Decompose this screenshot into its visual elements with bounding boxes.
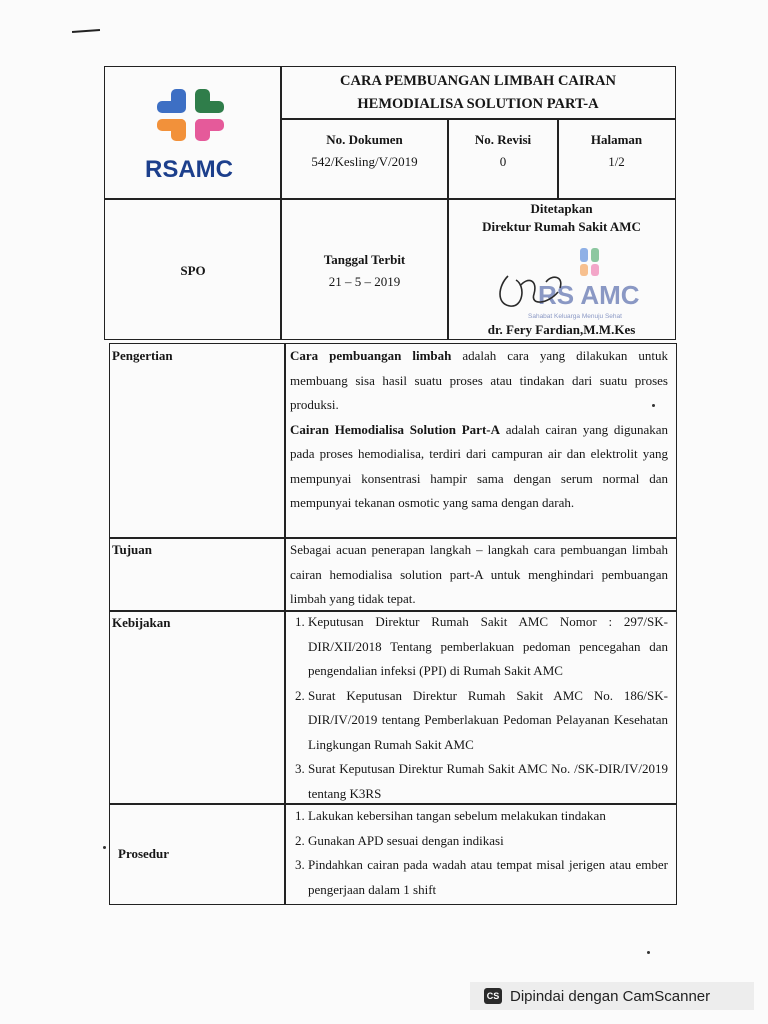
no-revisi-label: No. Revisi <box>474 132 532 147</box>
prosedur-item: 2. Gunakan APD sesuai dengan indikasi <box>308 829 668 854</box>
halaman-value: 1/2 <box>608 154 625 169</box>
scan-speck <box>652 404 655 407</box>
tujuan-text: Sebagai acuan penerapan langkah – langkah cara pembuangan limbah cairan hemodialisa solution part-A untuk menghindari pembuangan limbah yang tidak tepat. <box>290 542 668 606</box>
scan-mark <box>72 29 100 33</box>
camscanner-icon: CS <box>484 988 502 1004</box>
pengertian-content <box>290 344 668 516</box>
no-dokumen-value: 542/Kesling/V/2019 <box>311 154 418 169</box>
prosedur-label: Prosedur <box>118 846 170 861</box>
pengertian-text-2: adalah cairan yang digunakan pada proses hemodialisa, terdiri dari campuran air dan elektrolit yang mempunyai konsentrasi hampir sama dengan serum normal dan mempunyai tekanan osmotic yang sama dengan darah. <box>290 421 668 510</box>
spo-body-table <box>109 343 677 905</box>
ditetapkan-cell <box>448 200 675 341</box>
title-line-2: HEMODIALISA SOLUTION PART-A <box>357 96 599 112</box>
scan-speck <box>647 951 650 954</box>
kebijakan-label: Kebijakan <box>112 615 171 630</box>
tujuan-content <box>290 538 668 612</box>
scan-speck <box>103 846 106 849</box>
ditetapkan-by: Direktur Rumah Sakit AMC <box>482 219 641 234</box>
halaman-cell <box>558 129 675 173</box>
pengertian-label: Pengertian <box>112 348 173 363</box>
camscanner-watermark <box>470 982 754 1010</box>
ditetapkan-label: Ditetapkan <box>530 201 593 216</box>
kebijakan-item: 2. Surat Keputusan Direktur Rumah Sakit AMC No. 186/SK-DIR/IV/2019 tentang Pemberlakuan Pedoman Pelayanan Kesehatan Lingkungan Rumah Sakit AMC <box>308 684 668 758</box>
stamp-text: RS AMC <box>538 280 640 310</box>
camscanner-text: Dipindai dengan CamScanner <box>510 987 711 1005</box>
logo-text: RSAMC <box>145 156 233 183</box>
hospital-logo <box>105 67 281 200</box>
tanggal-label: Tanggal Terbit <box>323 251 406 267</box>
prosedur-content <box>290 804 668 902</box>
pengertian-text-1: adalah cara yang dilakukan untuk membuang sisa hasil suatu proses atau tindakan dari suatu proses produksi. <box>290 348 668 412</box>
no-dokumen-label: No. Dokumen <box>326 132 403 147</box>
kebijakan-item: 1. Keputusan Direktur Rumah Sakit AMC Nomor : 297/SK-DIR/XII/2018 Tentang pemberlakuan pedoman pencegahan dan pengendalian infeksi (PPI) di Rumah Sakit AMC <box>308 610 668 684</box>
signatory-name: dr. Fery Fardian,M.M.Kes <box>487 322 636 337</box>
title-line-1: CARA PEMBUANGAN LIMBAH CAIRAN <box>340 73 616 89</box>
document-title <box>281 67 675 119</box>
halaman-label: Halaman <box>590 132 643 147</box>
stamp-tagline: Sahabat Keluarga Menuju Sehat <box>528 313 622 320</box>
signature-stamp <box>468 246 668 324</box>
divider <box>284 344 286 904</box>
pengertian-term-1: Cara pembuangan limbah <box>290 348 452 363</box>
document-header-table <box>104 66 676 340</box>
tanggal-value: 21 – 5 – 2019 <box>328 273 401 289</box>
pengertian-term-2: Cairan Hemodialisa Solution Part-A <box>290 421 500 437</box>
tujuan-label: Tujuan <box>112 542 152 557</box>
prosedur-item: 1. Lakukan kebersihan tangan sebelum melakukan tindakan <box>308 804 668 829</box>
prosedur-item: 3. Pindahkan cairan pada wadah atau tempat misal jerigen atau ember pengerjaan dalam 1 shift <box>308 853 668 902</box>
spo-label: SPO <box>180 262 206 278</box>
kebijakan-item: 3. Surat Keputusan Direktur Rumah Sakit AMC No. /SK-DIR/IV/2019 tentang K3RS <box>308 757 668 806</box>
no-revisi-cell <box>448 129 558 173</box>
tanggal-terbit-cell <box>281 200 448 341</box>
no-revisi-value: 0 <box>499 154 507 169</box>
no-dokumen-cell <box>281 129 448 173</box>
kebijakan-content <box>290 610 668 806</box>
